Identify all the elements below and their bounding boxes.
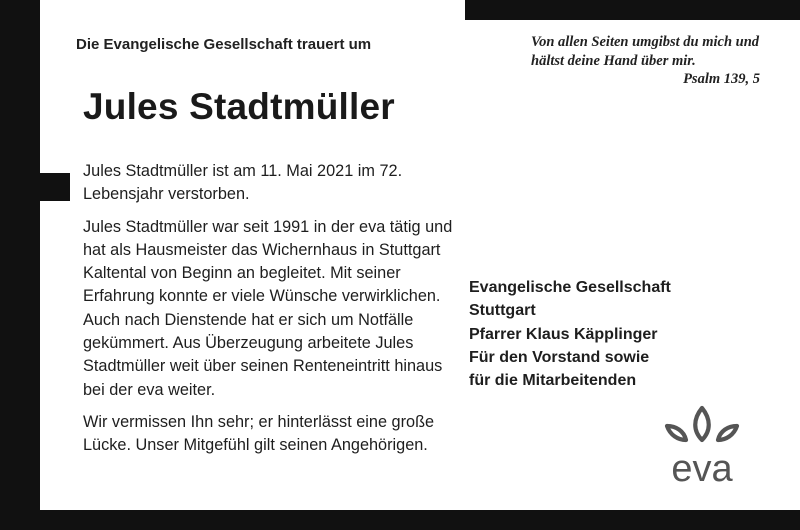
signature-line: Für den Vorstand sowie (469, 348, 650, 366)
bible-verse (531, 33, 786, 89)
signature-line: Stuttgart (469, 302, 536, 320)
signature-line: Evangelische Gesellschaft (469, 279, 671, 296)
signature-line: Pfarrer Klaus Käpplinger (469, 325, 658, 343)
verse-line: Von allen Seiten umgibst du mich und (531, 34, 760, 50)
mourning-header: Die Evangelische Gesellschaft trauert um (76, 36, 372, 53)
verse-reference: Psalm 139, 5 (683, 71, 760, 87)
logo-text: eva (671, 448, 733, 488)
eva-leaves-logo-icon (652, 404, 752, 488)
frame-notch (465, 0, 800, 20)
signature-block (469, 276, 671, 392)
obituary-text (83, 160, 463, 467)
paragraph-biography: Jules Stadtmüller war seit 1991 in der eva tätig und hat als Hausmeister das Wichernhaus in Stuttgart Kaltental von Beginn an begleitet. Mit seiner Erfahrung konnte er viele Wünsche verwirklichen. Auch nach Dienstende hat er sich um Notfälle gekümmert. Aus Überzeugung arbeitete Jules Stadtmüller weit über seinen Renteneintritt hinaus bei der eva weiter. (83, 217, 453, 399)
paragraph-death-date: Jules Stadtmüller ist am 11. Mai 2021 im 72. Lebensjahr verstorben. (83, 162, 403, 204)
deceased-name: Jules Stadtmüller (83, 86, 395, 127)
paragraph-condolence: Wir vermissen Ihn sehr; er hinterlässt eine große Lücke. Unser Mitgefühl gilt seinen Angehörigen. (83, 412, 435, 455)
signature-line: für die Mitarbeitenden (469, 372, 637, 390)
cross-bar (0, 173, 70, 201)
verse-line: hältst deine Hand über mir. (531, 52, 696, 69)
